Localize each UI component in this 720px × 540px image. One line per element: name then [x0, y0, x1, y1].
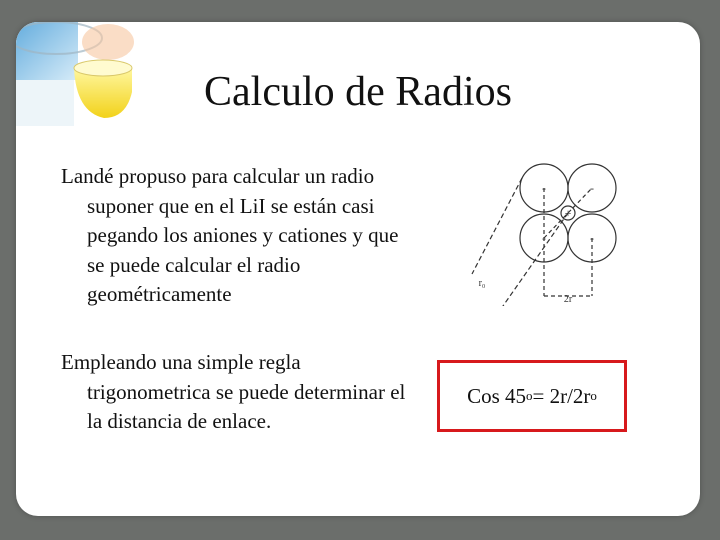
anion-sign: - [590, 181, 594, 195]
anion-sign: - [542, 231, 546, 245]
cation-sign: + [564, 206, 572, 220]
paragraph-trigonometria: Empleando una simple regla trigonometrica se puede determinar el la distancia de enlace. [61, 350, 406, 433]
formula-box [437, 360, 627, 432]
radius-label: r₀ [478, 278, 486, 289]
anion-sign: - [590, 231, 594, 245]
slide [16, 22, 700, 516]
distance-label: 2r [563, 294, 573, 305]
anion-sign: - [542, 181, 546, 195]
formula-cos: Cos 45 [467, 383, 526, 408]
formula-ratio: = 2r/2r [532, 383, 591, 408]
paragraph-lande: Landé propuso para calcular un radio suponer que en el LiI se están casi pegando los aniones y cationes y que se puede calcular el radio geométricamente [61, 164, 399, 306]
slide-title: Calculo de Radios [204, 69, 512, 115]
formula-subscript: o [590, 388, 597, 403]
ion-packing-diagram [444, 156, 644, 306]
formula-degree: o [526, 388, 533, 403]
